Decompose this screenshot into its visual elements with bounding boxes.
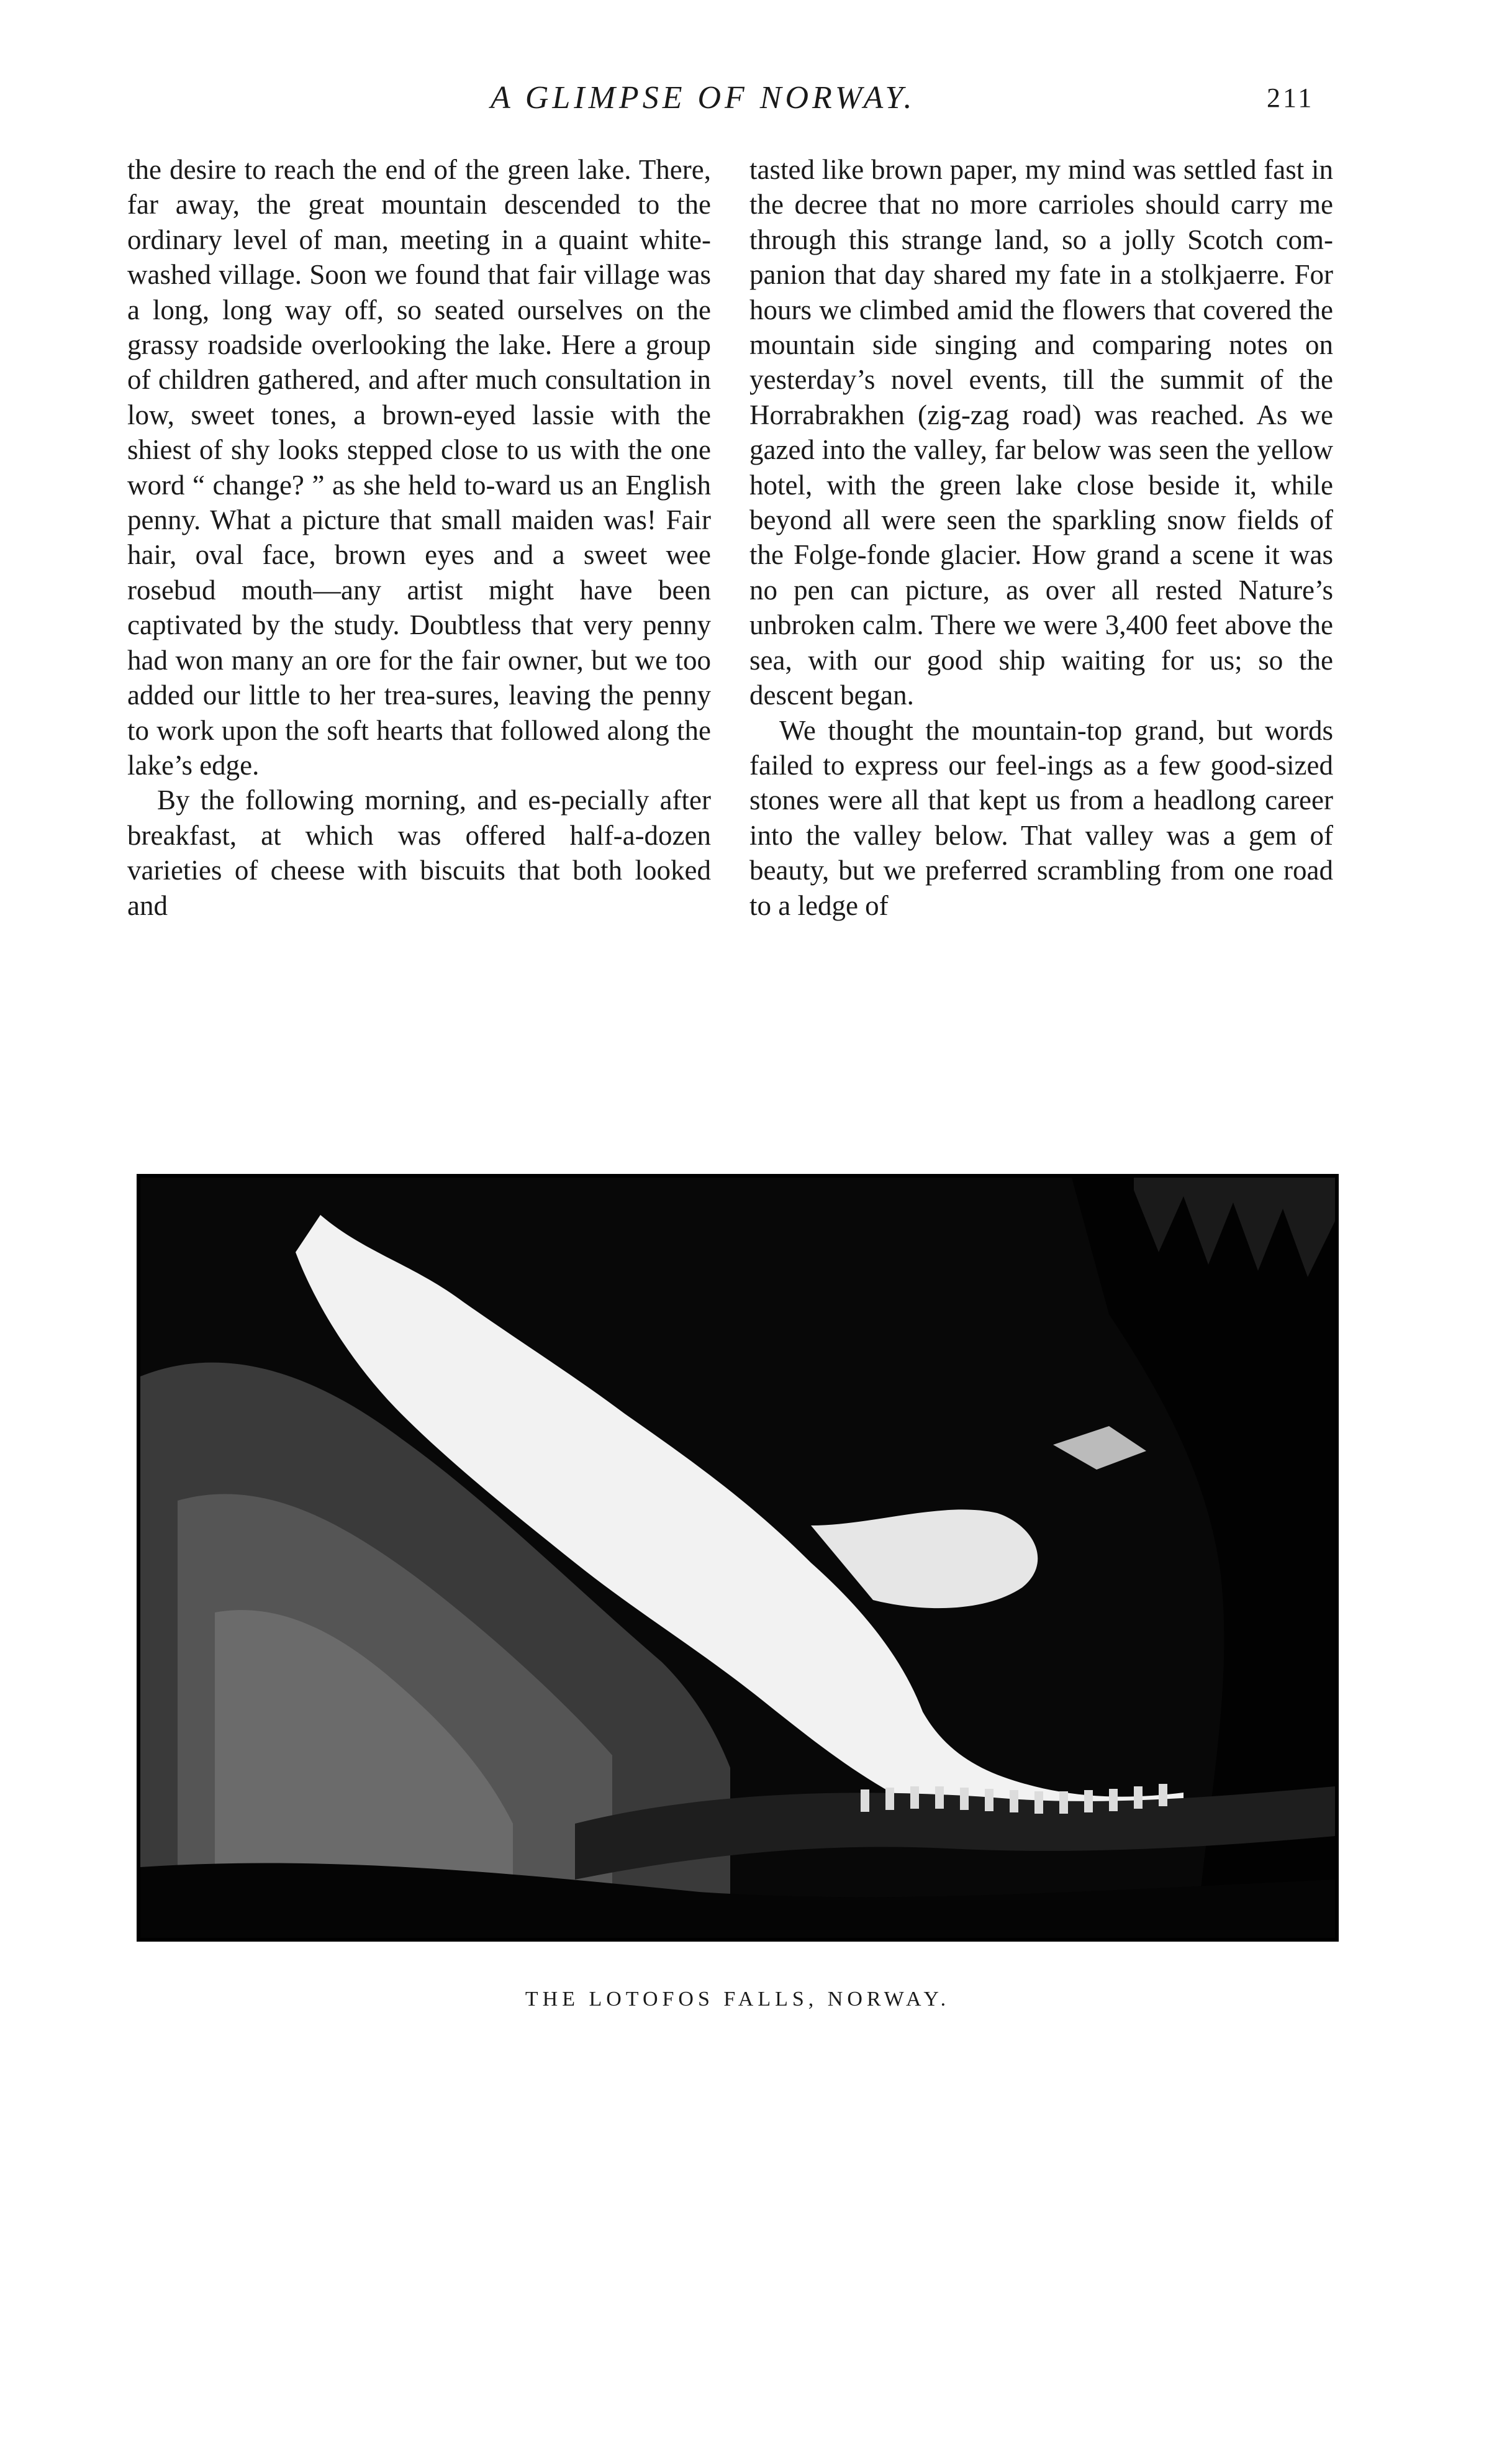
paragraph: By the following morning, and es-pecially after breakfast, at which was offered half-a-dozen varieties of cheese with biscuits that both looked and bbox=[127, 784, 711, 921]
figure bbox=[137, 1174, 1339, 2464]
waterfall-photo-illustration bbox=[140, 1178, 1335, 1938]
running-title: A GLIMPSE OF NORWAY. bbox=[491, 80, 916, 116]
paragraph: the desire to reach the end of the green lake. There, far away, the great mountain descended to the ordinary level of man, meeting in a quaint white-washed village. Soon we found that fair village was a long, long way off, so seated ourselves on the grassy roadside overlooking the lake. Here a group of children gathered, and after much consultation in low, sweet tones, a brown-eyed lassie with the shiest of shy looks stepped close to us with the one word “ change? ” as she held to-ward us an English penny. What a picture that small maiden was! Fair hair, oval face, brown eyes and a sweet wee rosebud mouth—any artist might have been captivated by the study. Doubtless that very penny had won many an ore for the fair owner, but we too added our little to her trea-sures, leaving the penny to work upon the soft hearts that followed along the lake’s edge. bbox=[127, 154, 711, 781]
right-column bbox=[749, 152, 1333, 923]
paragraph: tasted like brown paper, my mind was settled fast in the decree that no more carrioles should carry me through this strange land, so a jolly Scotch com-panion that day shared my fate in a stolkjaerre. For hours we climbed amid the flowers that covered the mountain side singing and comparing notes on yesterday’s novel events, till the summit of the Horrabrakhen (zig-zag road) was reached. As we gazed into the valley, far below was seen the yellow hotel, with the green lake close beside it, while beyond all were seen the sparkling snow fields of the Folge-fonde glacier. How grand a scene it was no pen can picture, as over all rested Nature’s unbroken calm. There we were 3,400 feet above the sea, with our good ship waiting for us; so the descent began. bbox=[749, 154, 1333, 711]
left-column bbox=[127, 152, 711, 923]
page-number: 211 bbox=[1267, 83, 1315, 113]
waterfall-photograph bbox=[137, 1174, 1339, 1942]
running-head bbox=[0, 80, 1489, 123]
paragraph: We thought the mountain-top grand, but words failed to express our feel-ings as a few good-sized stones were all that kept us from a headlong career into the valley below. That valley was a gem of beauty, but we preferred scrambling from one road to a ledge of bbox=[749, 714, 1333, 921]
figure-caption: THE LOTOFOS FALLS, NORWAY. bbox=[525, 1988, 951, 2011]
